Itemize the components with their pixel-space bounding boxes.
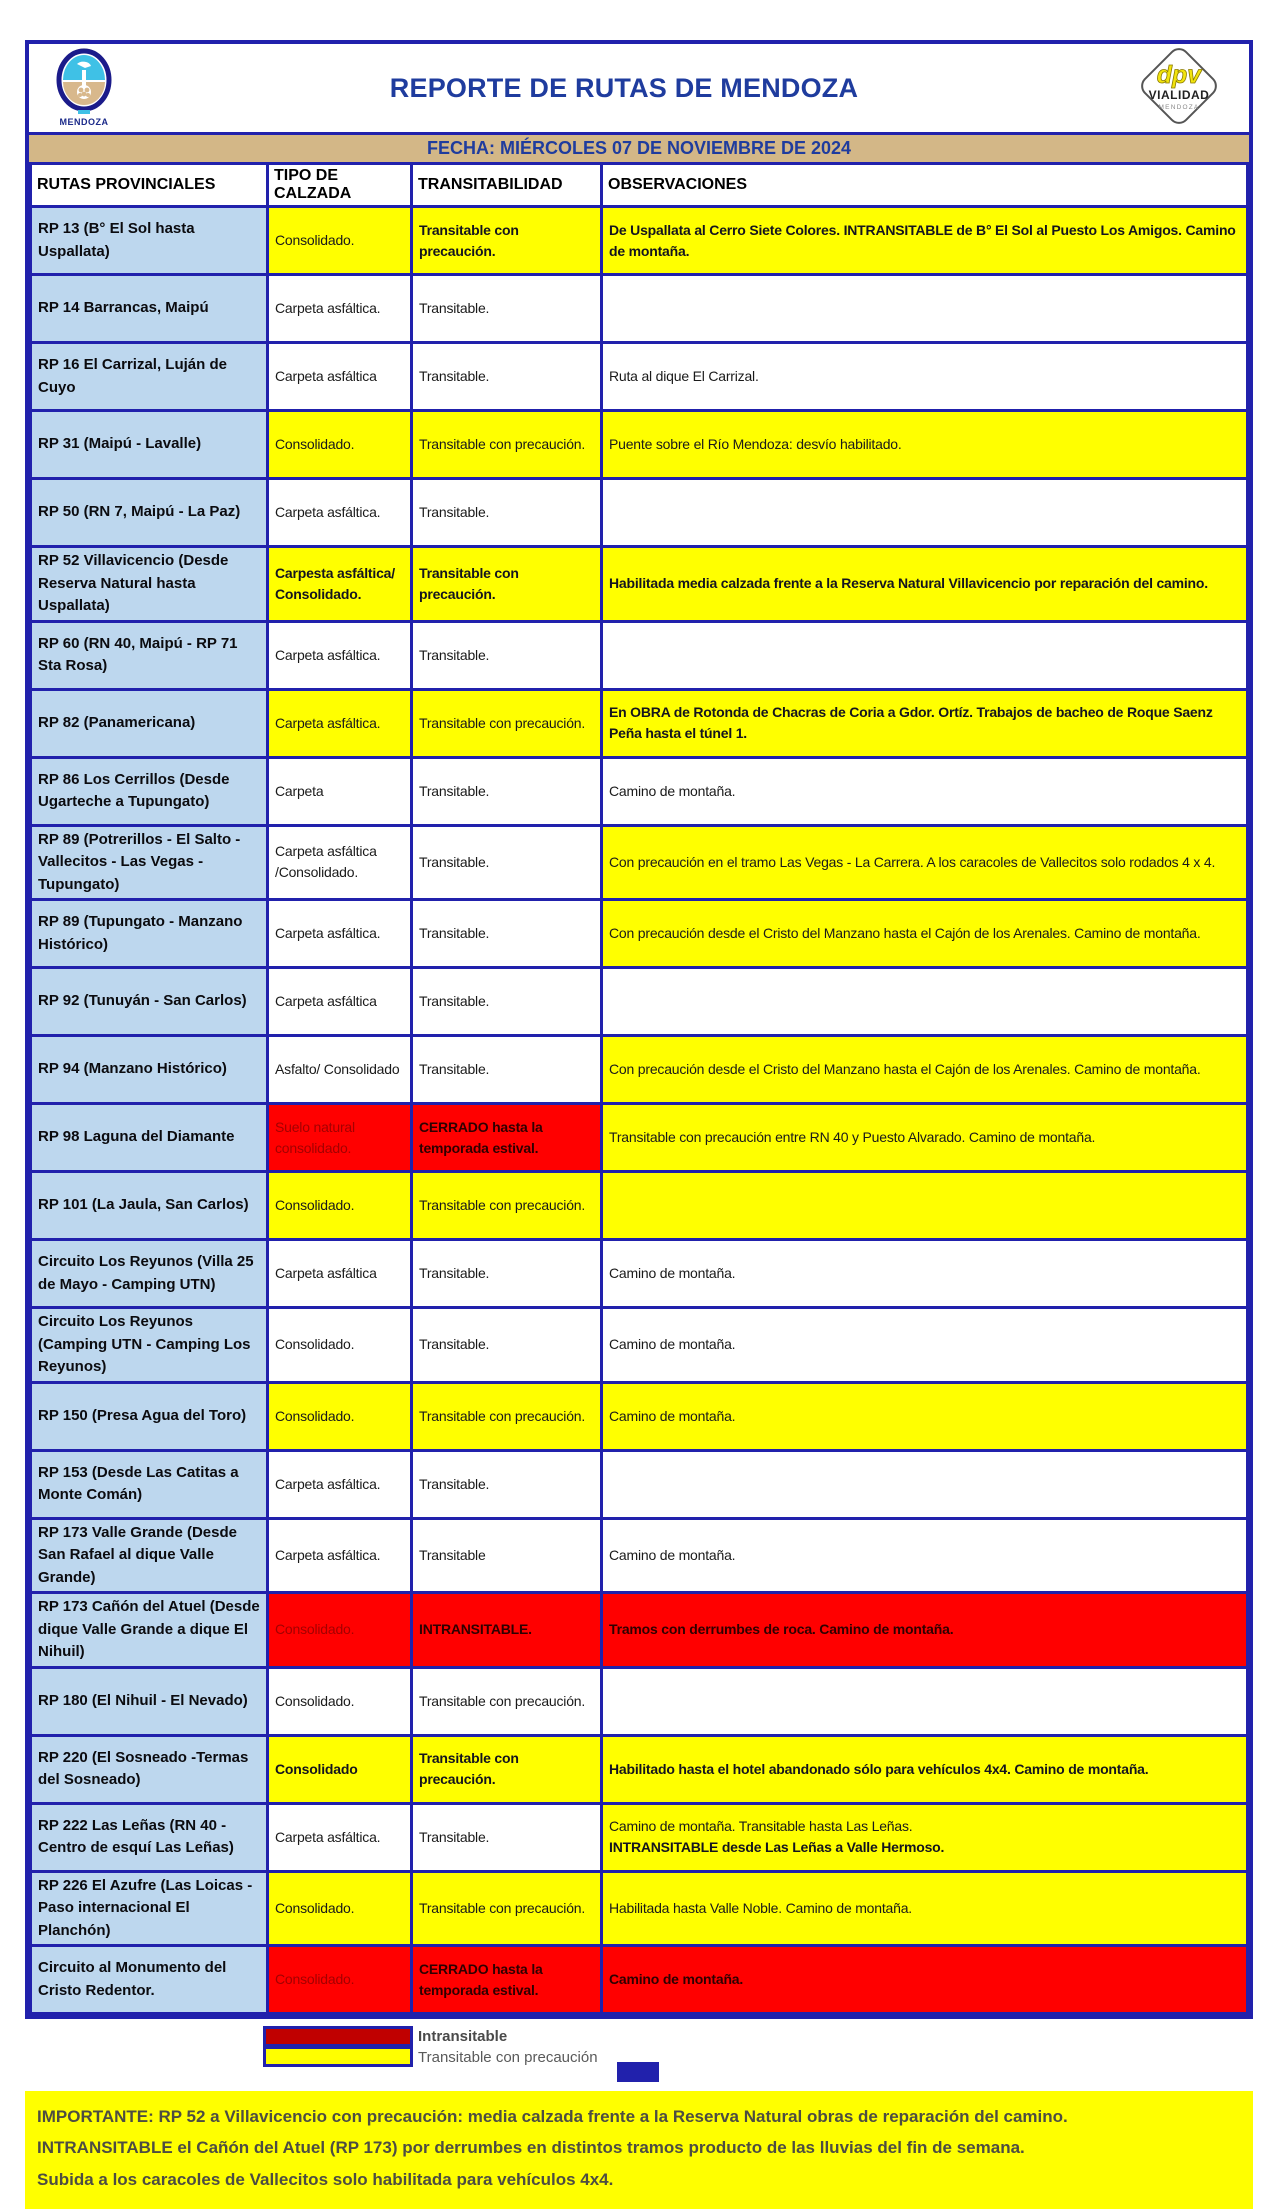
observaciones-cell: [602, 1518, 1248, 1593]
calzada-cell: Consolidado.: [268, 207, 412, 275]
table-header-row: [31, 164, 1248, 207]
transitabilidad-cell: Transitable.: [412, 968, 602, 1036]
transitabilidad-cell: CERRADO hasta la temporada estival.: [412, 1104, 602, 1172]
transitabilidad-cell: Transitable.: [412, 621, 602, 689]
observacion-line: INTRANSITABLE desde Las Leñas a Valle Hermoso.: [609, 1839, 945, 1855]
table-row: [31, 825, 1248, 900]
route-name-cell: RP 52 Villavicencio (Desde Reserva Natural hasta Uspallata): [31, 547, 268, 622]
route-name-cell: Circuito Los Reyunos (Camping UTN - Camping Los Reyunos): [31, 1308, 268, 1383]
calzada-cell: Consolidado.: [268, 1871, 412, 1946]
observaciones-cell: [602, 825, 1248, 900]
transitabilidad-cell: Transitable: [412, 1518, 602, 1593]
table-row: [31, 207, 1248, 275]
footer-blue-mark: [617, 2062, 659, 2082]
transitabilidad-cell: Transitable con precaución.: [412, 689, 602, 757]
legend-label-precaucion: Transitable con precaución: [418, 2049, 598, 2066]
mendoza-crest-logo: [47, 44, 121, 133]
route-name-cell: RP 226 El Azufre (Las Loicas - Paso internacional El Planchón): [31, 1871, 268, 1946]
dpv-line1: VIALIDAD: [1148, 87, 1210, 102]
legend-labels: [418, 2026, 598, 2069]
observacion-line: Camino de montaña.: [609, 1971, 744, 1987]
legend: [263, 2026, 1253, 2069]
route-name-cell: RP 153 (Desde Las Catitas a Monte Comán): [31, 1450, 268, 1518]
observaciones-cell: [602, 1308, 1248, 1383]
calzada-cell: Asfalto/ Consolidado: [268, 1036, 412, 1104]
transitabilidad-cell: Transitable con precaución.: [412, 1871, 602, 1946]
calzada-cell: Carpeta asfáltica: [268, 1240, 412, 1308]
mendoza-crest-icon: [51, 44, 117, 128]
observaciones-cell: [602, 479, 1248, 547]
observacion-line: De Uspallata al Cerro Siete Colores. INTRANSITABLE de B° El Sol al Puesto Los Amigos. Camino de montaña.: [609, 221, 1236, 259]
calzada-cell: Carpeta: [268, 757, 412, 825]
observacion-line: Transitable con precaución entre RN 40 y Puesto Alvarado. Camino de montaña.: [609, 1129, 1096, 1145]
col-header-rutas: RUTAS PROVINCIALES: [31, 164, 268, 207]
route-name-cell: RP 86 Los Cerrillos (Desde Ugarteche a Tupungato): [31, 757, 268, 825]
note-line: INTRANSITABLE el Cañón del Atuel (RP 173) por derrumbes en distintos tramos producto de las lluvias del fin de semana.: [37, 2138, 1025, 2158]
table-row: [31, 411, 1248, 479]
document-header: [29, 44, 1249, 132]
transitabilidad-cell: Transitable con precaución.: [412, 1172, 602, 1240]
transitabilidad-cell: Transitable con precaución.: [412, 1735, 602, 1803]
route-name-cell: RP 101 (La Jaula, San Carlos): [31, 1172, 268, 1240]
col-header-observaciones: OBSERVACIONES: [602, 164, 1248, 207]
route-name-cell: RP 31 (Maipú - Lavalle): [31, 411, 268, 479]
col-header-calzada: TIPO DE CALZADA: [268, 164, 412, 207]
transitabilidad-cell: Transitable.: [412, 275, 602, 343]
table-row: [31, 900, 1248, 968]
route-name-cell: RP 16 El Carrizal, Luján de Cuyo: [31, 343, 268, 411]
observacion-line: Habilitado hasta el hotel abandonado sólo para vehículos 4x4. Camino de montaña.: [609, 1760, 1149, 1777]
transitabilidad-cell: Transitable.: [412, 900, 602, 968]
route-name-cell: RP 60 (RN 40, Maipú - RP 71 Sta Rosa): [31, 621, 268, 689]
date-banner: FECHA: MIÉRCOLES 07 DE NOVIEMBRE DE 2024: [29, 132, 1249, 162]
table-row: [31, 1450, 1248, 1518]
legend-swatch-intransitable: [263, 2026, 413, 2047]
observaciones-cell: [602, 1036, 1248, 1104]
calzada-cell: Carpeta asfáltica.: [268, 275, 412, 343]
calzada-cell: Carpeta asfáltica.: [268, 479, 412, 547]
observacion-line: Camino de montaña. Transitable hasta Las Leñas.: [609, 1818, 913, 1834]
observacion-line: Ruta al dique El Carrizal.: [609, 368, 759, 384]
legend-swatch-precaucion: [263, 2046, 413, 2067]
observacion-line: Con precaución en el tramo Las Vegas - La Carrera. A los caracoles de Vallecitos solo rodados 4 x 4.: [609, 853, 1216, 870]
observacion-line: En OBRA de Rotonda de Chacras de Coria a Gdor. Ortíz. Trabajos de bacheo de Roque Saenz Peña hasta el túnel 1.: [609, 704, 1213, 741]
observacion-line: Habilitada hasta Valle Noble. Camino de montaña.: [609, 1899, 912, 1916]
table-row: [31, 968, 1248, 1036]
transitabilidad-cell: Transitable.: [412, 1240, 602, 1308]
route-name-cell: RP 92 (Tunuyán - San Carlos): [31, 968, 268, 1036]
route-name-cell: Circuito Los Reyunos (Villa 25 de Mayo - Camping UTN): [31, 1240, 268, 1308]
route-name-cell: RP 220 (El Sosneado -Termas del Sosneado): [31, 1735, 268, 1803]
legend-swatches: [263, 2026, 413, 2069]
table-row: [31, 1803, 1248, 1871]
transitabilidad-cell: Transitable.: [412, 757, 602, 825]
route-name-cell: Circuito al Monumento del Cristo Redentor.: [31, 1946, 268, 2014]
calzada-cell: Carpeta asfáltica.: [268, 1803, 412, 1871]
observacion-line: Con precaución desde el Cristo del Manzano hasta el Cajón de los Arenales. Camino de montaña.: [609, 925, 1201, 941]
dpv-script: dpv: [1156, 60, 1202, 89]
observaciones-cell: [602, 1593, 1248, 1668]
routes-table: [29, 162, 1249, 2015]
table-row: [31, 1735, 1248, 1803]
calzada-cell: Suelo natural consolidado.: [268, 1104, 412, 1172]
calzada-cell: Consolidado.: [268, 1667, 412, 1735]
calzada-cell: Consolidado: [268, 1735, 412, 1803]
route-name-cell: RP 50 (RN 7, Maipú - La Paz): [31, 479, 268, 547]
transitabilidad-cell: INTRANSITABLE.: [412, 1593, 602, 1668]
routes-tbody: [31, 207, 1248, 2014]
observaciones-cell: [602, 689, 1248, 757]
transitabilidad-cell: Transitable con precaución.: [412, 1382, 602, 1450]
calzada-cell: Carpeta asfáltica.: [268, 1450, 412, 1518]
observaciones-cell: [602, 757, 1248, 825]
observacion-line: Camino de montaña.: [609, 1336, 736, 1353]
report-sheet: [25, 40, 1253, 2209]
observacion-line: Puente sobre el Río Mendoza: desvío habilitado.: [609, 436, 902, 452]
calzada-cell: Carpeta asfáltica: [268, 343, 412, 411]
observaciones-cell: [602, 1871, 1248, 1946]
transitabilidad-cell: Transitable.: [412, 1450, 602, 1518]
table-row: [31, 479, 1248, 547]
dpv-diamond-icon: [1127, 40, 1231, 132]
note-line: IMPORTANTE: RP 52 a Villavicencio con precaución: media calzada frente a la Reserva Natural obras de reparación del camino.: [37, 2107, 1068, 2126]
transitabilidad-cell: Transitable con precaución.: [412, 411, 602, 479]
route-name-cell: RP 180 (El Nihuil - El Nevado): [31, 1667, 268, 1735]
calzada-cell: Carpeta asfáltica.: [268, 689, 412, 757]
route-name-cell: RP 222 Las Leñas (RN 40 - Centro de esquí Las Leñas): [31, 1803, 268, 1871]
calzada-cell: Consolidado.: [268, 1382, 412, 1450]
table-row: [31, 1240, 1248, 1308]
observaciones-cell: [602, 1450, 1248, 1518]
route-name-cell: RP 13 (B° El Sol hasta Uspallata): [31, 207, 268, 275]
calzada-cell: Consolidado.: [268, 1946, 412, 2014]
observaciones-cell: [602, 1104, 1248, 1172]
observacion-line: Camino de montaña.: [609, 1407, 736, 1424]
table-row: [31, 1593, 1248, 1668]
route-name-cell: RP 89 (Potrerillos - El Salto - Vallecitos - Las Vegas -Tupungato): [31, 825, 268, 900]
table-row: [31, 1104, 1248, 1172]
table-row: [31, 621, 1248, 689]
calzada-cell: Carpeta asfáltica.: [268, 621, 412, 689]
transitabilidad-cell: Transitable.: [412, 1036, 602, 1104]
route-name-cell: RP 89 (Tupungato - Manzano Histórico): [31, 900, 268, 968]
transitabilidad-cell: CERRADO hasta la temporada estival.: [412, 1946, 602, 2014]
transitabilidad-cell: Transitable con precaución.: [412, 207, 602, 275]
transitabilidad-cell: Transitable.: [412, 343, 602, 411]
calzada-cell: Consolidado.: [268, 1593, 412, 1668]
calzada-cell: Carpeta asfáltica.: [268, 1518, 412, 1593]
observaciones-cell: [602, 547, 1248, 622]
observacion-line: Camino de montaña.: [609, 1546, 736, 1563]
calzada-cell: Carpeta asfáltica: [268, 968, 412, 1036]
route-name-cell: RP 14 Barrancas, Maipú: [31, 275, 268, 343]
important-notes: [25, 2091, 1253, 2209]
route-name-cell: RP 98 Laguna del Diamante: [31, 1104, 268, 1172]
route-name-cell: RP 173 Cañón del Atuel (Desde dique Valle Grande a dique El Nihuil): [31, 1593, 268, 1668]
table-row: [31, 1871, 1248, 1946]
observaciones-cell: [602, 1240, 1248, 1308]
table-row: [31, 343, 1248, 411]
table-row: [31, 275, 1248, 343]
route-name-cell: RP 173 Valle Grande (Desde San Rafael al dique Valle Grande): [31, 1518, 268, 1593]
transitabilidad-cell: Transitable con precaución.: [412, 1667, 602, 1735]
transitabilidad-cell: Transitable.: [412, 1308, 602, 1383]
dpv-line2: MENDOZA: [1158, 103, 1200, 111]
calzada-cell: Carpeta asfáltica /Consolidado.: [268, 825, 412, 900]
note-line: Subida a los caracoles de Vallecitos solo habilitada para vehículos 4x4.: [37, 2169, 614, 2189]
observacion-line: Con precaución desde el Cristo del Manzano hasta el Cajón de los Arenales. Camino de montaña.: [609, 1061, 1201, 1077]
col-header-transitabilidad: TRANSITABILIDAD: [412, 164, 602, 207]
observaciones-cell: [602, 275, 1248, 343]
observaciones-cell: [602, 1735, 1248, 1803]
calzada-cell: Consolidado.: [268, 1172, 412, 1240]
table-row: [31, 757, 1248, 825]
calzada-cell: Consolidado.: [268, 1308, 412, 1383]
observaciones-cell: [602, 1382, 1248, 1450]
table-row: [31, 1308, 1248, 1383]
table-row: [31, 1667, 1248, 1735]
legend-label-intransitable: Intransitable: [418, 2028, 508, 2045]
route-name-cell: RP 150 (Presa Agua del Toro): [31, 1382, 268, 1450]
table-row: [31, 547, 1248, 622]
observaciones-cell: [602, 343, 1248, 411]
observaciones-cell: [602, 1172, 1248, 1240]
table-row: [31, 1518, 1248, 1593]
transitabilidad-cell: Transitable.: [412, 825, 602, 900]
vialidad-mendoza-logo: [1127, 40, 1231, 137]
observaciones-cell: [602, 968, 1248, 1036]
transitabilidad-cell: Transitable.: [412, 1803, 602, 1871]
mendoza-caption: MENDOZA: [59, 116, 109, 127]
observaciones-cell: [602, 1667, 1248, 1735]
table-row: [31, 1172, 1248, 1240]
transitabilidad-cell: Transitable con precaución.: [412, 547, 602, 622]
observacion-line: Tramos con derrumbes de roca. Camino de montaña.: [609, 1621, 954, 1638]
observaciones-cell: [602, 207, 1248, 275]
observaciones-cell: [602, 411, 1248, 479]
observaciones-cell: [602, 621, 1248, 689]
calzada-cell: Consolidado.: [268, 411, 412, 479]
route-name-cell: RP 94 (Manzano Histórico): [31, 1036, 268, 1104]
observaciones-cell: [602, 900, 1248, 968]
table-row: [31, 1036, 1248, 1104]
main-frame: [25, 40, 1253, 2019]
table-row: [31, 1946, 1248, 2014]
observacion-line: Habilitada media calzada frente a la Reserva Natural Villavicencio por reparación del camino.: [609, 575, 1208, 592]
table-row: [31, 1382, 1248, 1450]
observaciones-cell: [602, 1803, 1248, 1871]
table-row: [31, 689, 1248, 757]
observacion-line: Camino de montaña.: [609, 1265, 736, 1281]
route-name-cell: RP 82 (Panamericana): [31, 689, 268, 757]
page-title: REPORTE DE RUTAS DE MENDOZA: [389, 72, 859, 103]
calzada-cell: Carpeta asfáltica.: [268, 900, 412, 968]
calzada-cell: Carpesta asfáltica/ Consolidado.: [268, 547, 412, 622]
transitabilidad-cell: Transitable.: [412, 479, 602, 547]
observacion-line: Camino de montaña.: [609, 782, 736, 799]
observaciones-cell: [602, 1946, 1248, 2014]
